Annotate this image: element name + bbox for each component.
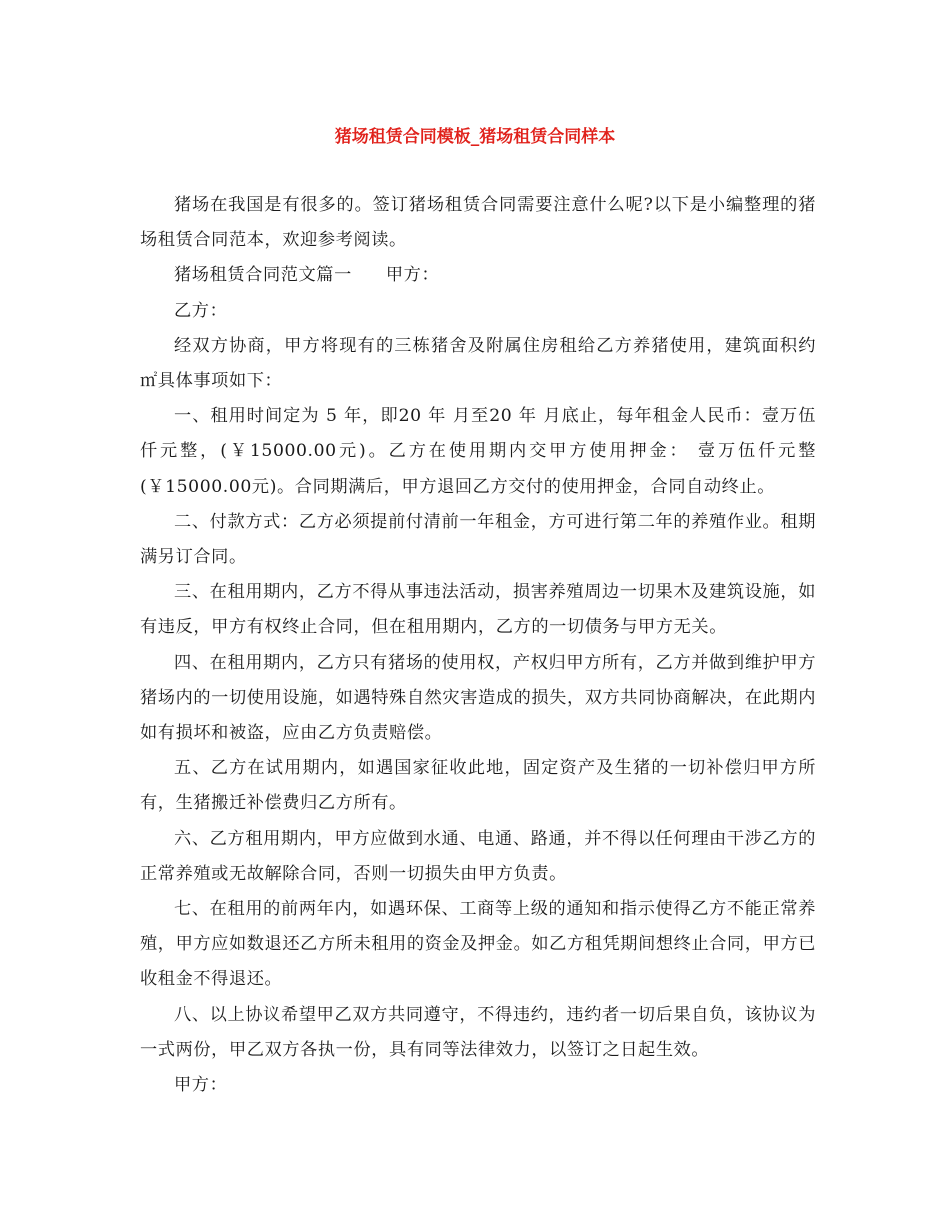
intro-paragraph: 猪场在我国是有很多的。签订猪场租赁合同需要注意什么呢?以下是小编整理的猪场租赁合同范本，欢迎参考阅读。 [140, 195, 816, 251]
sample-heading-line [140, 258, 816, 293]
clause-5: 五、乙方在试用期内，如遇国家征收此地，固定资产及生猪的一切补偿归甲方所有，生猪搬迁补偿费归乙方所有。 [140, 758, 816, 814]
clause-4: 四、在租用期内，乙方只有猪场的使用权，产权归甲方所有，乙方并做到维护甲方猪场内的一切使用设施，如遇特殊自然灾害造成的损失，双方共同协商解决，在此期内如有损坏和被盗，应由乙方负责赔偿。 [140, 652, 816, 744]
contract-preamble: 经双方协商，甲方将现有的三栋猪舍及附属住房租给乙方养猪使用，建筑面积约 ㎡具体事项如下： [140, 335, 816, 392]
clause-8: 八、以上协议希望甲乙双方共同遵守，不得违约，违约者一切后果自负，该协议为一式两份，甲乙双方各执一份，具有同等法律效力，以签订之日起生效。 [140, 1004, 816, 1060]
clause-7: 七、在租用的前两年内，如遇环保、工商等上级的通知和指示使得乙方不能正常养殖，甲方应如数退还乙方所未租用的资金及押金。如乙方租凭期间想终止合同，甲方已收租金不得退还。 [140, 899, 816, 990]
sample-heading: 猪场租赁合同范文篇一 [174, 265, 352, 286]
party-b-label: 乙方： [174, 300, 228, 321]
document-title: 猪场租赁合同模板_猪场租赁合同样本 [334, 127, 616, 147]
clause-2: 二、付款方式：乙方必须提前付清前一年租金，方可进行第二年的养殖作业。租期满另订合同。 [140, 511, 816, 568]
clause-3: 三、在租用期内，乙方不得从事违法活动，损害养殖周边一切果木及建筑设施，如有违反，甲方有权终止合同，但在租用期内，乙方的一切债务与甲方无关。 [140, 582, 816, 638]
document-body [140, 188, 816, 1103]
signature-party-a: 甲方： [174, 1075, 228, 1096]
clause-6: 六、乙方租用期内，甲方应做到水通、电通、路通，并不得以任何理由干涉乙方的正常养殖或无故解除合同，否则一切损失由甲方负责。 [140, 828, 816, 884]
party-a-label: 甲方： [385, 265, 440, 286]
clause-1: 一、租用时间定为 5 年，即20 年 月至20 年 月底止，每年租金人民币：壹万伍仟元整，(￥15000.00元)。乙方在使用期内交甲方使用押金： 壹万伍仟元整(￥15000.00元)。合同期满后，甲方退回乙方交付的使用押金，合同自动终止。 [140, 406, 816, 497]
